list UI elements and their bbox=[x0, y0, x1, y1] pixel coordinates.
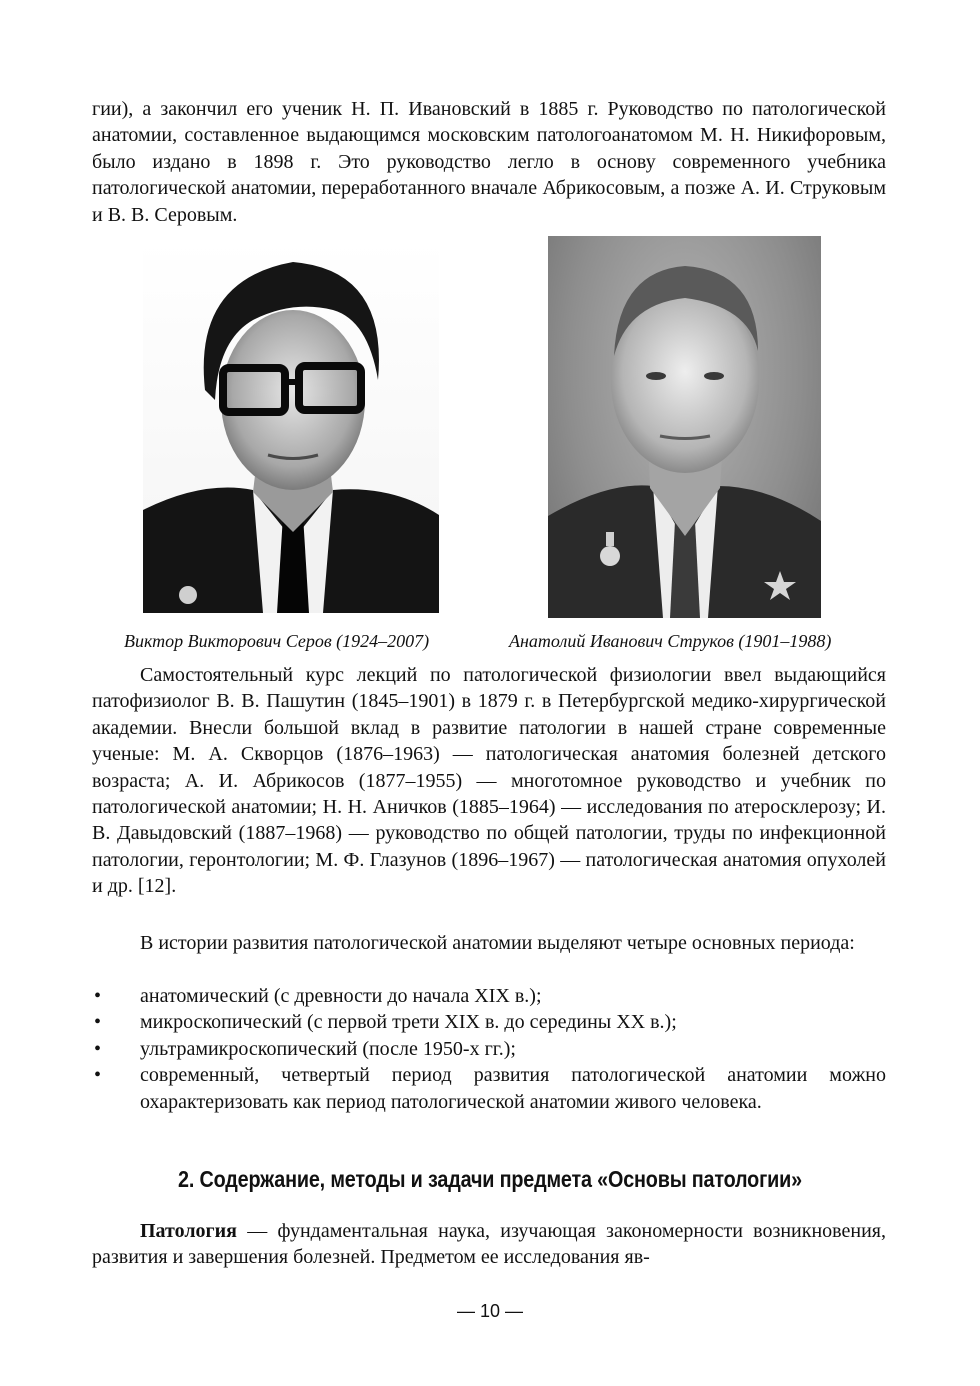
final-paragraph: Патология — фундаментальная наука, изучающая закономерности возникновения, развития и завершения болезней. Предметом ее исследования яв- bbox=[92, 1220, 886, 1269]
page-number: — 10 — bbox=[456, 1301, 524, 1321]
bullet-icon: • bbox=[94, 1064, 102, 1087]
list-item: • микроскопический (с первой трети XIX в. до середины XX в.); bbox=[92, 1009, 886, 1035]
bullet-icon: • bbox=[94, 985, 102, 1007]
portrait-photo-serov bbox=[143, 240, 439, 613]
figure-caption-strukov: Анатолий Иванович Струков (1901–1988) bbox=[509, 631, 832, 651]
term-pathology: Патология bbox=[140, 1220, 237, 1242]
portrait-photo-strukov bbox=[548, 236, 821, 618]
list-item: • анатомический (с древности до начала XIX в.); bbox=[92, 983, 886, 1009]
intro-paragraph: гии), а закончил его ученик Н. П. Ивановский в 1885 г. Руководство по патологической анатомии, составленное выдающимся московским патологоанатомом М. Н. Никифоровым, было издано в 1898 г. Это руководство легло в основу современного учебника патологической анатомии, переработанного вначале Абрикосовым, а позже А. И. Струковым и В. В. Серовым. bbox=[92, 98, 886, 226]
section-heading: 2. Содержание, методы и задачи предмета «Основы патологии» bbox=[178, 1166, 802, 1192]
bullet-icon: • bbox=[94, 1037, 102, 1060]
list-item: • современный, четвертый период развития патологической анатомии можно охарактеризовать как период патологической анатомии живого человека. bbox=[94, 1064, 886, 1113]
bullet-icon: • bbox=[94, 1011, 102, 1034]
periods-list bbox=[92, 983, 886, 1115]
list-item: • ультрамикроскопический (после 1950-х гг.); bbox=[92, 1036, 886, 1062]
course-paragraph: Самостоятельный курс лекций по патологической физиологии ввел выдающийся патофизиолог В. В. Пашутин (1845–1901) в 1879 г. в Петербургской медико-хирургической академии. Внесли большой вклад в развитие патологии в нашей стране современные ученые: М. А. Скворцов (1876–1963) — патологическая анатомия болезней детского возраста; А. И. Абрикосов (1877–1955) — многотомное руководство и учебник по патологической анатомии; Н. Н. Аничков (1885–1964) — исследования по атеросклерозу; И. В. Давыдовский (1887–1968) — руководство по общей патологии, труды по инфекционной патологии, геронтологии; М. Ф. Глазунов (1896–1967) — патологическая анатомия опухолей и др. [12]. bbox=[92, 664, 886, 898]
periods-intro-paragraph: В истории развития патологической анатомии выделяют четыре основных периода: bbox=[140, 932, 855, 954]
figure-caption-serov: Виктор Викторович Серов (1924–2007) bbox=[124, 631, 430, 651]
